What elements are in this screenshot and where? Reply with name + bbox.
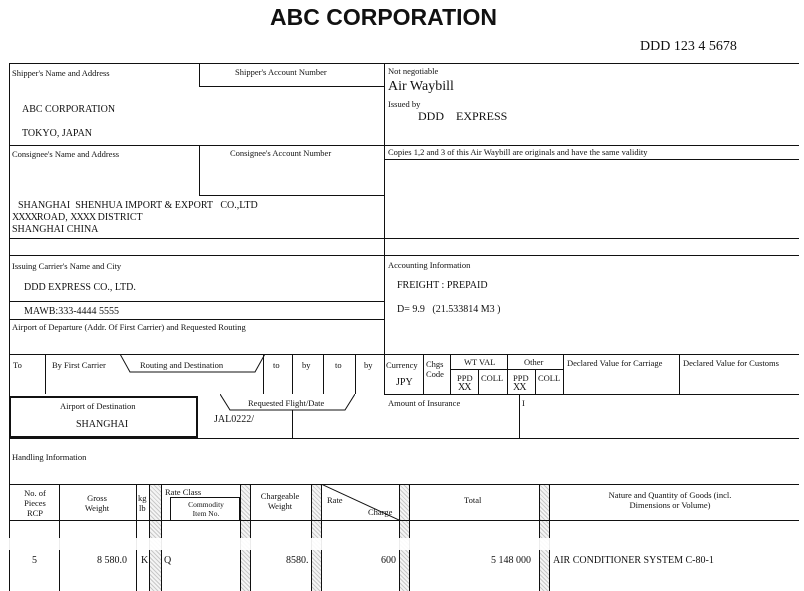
frame-middle bbox=[384, 63, 385, 395]
header-kg: kg bbox=[138, 493, 147, 503]
col-line bbox=[535, 369, 536, 394]
routing-to-label: To bbox=[13, 360, 22, 370]
shipper-name: ABC CORPORATION bbox=[22, 104, 116, 115]
consignee-road: ROAD, bbox=[36, 212, 71, 223]
col-line bbox=[323, 354, 324, 394]
carrier-name: DDD EXPRESS CO., LTD. bbox=[24, 282, 136, 293]
divider-consignee-2 bbox=[9, 255, 799, 256]
header-rate-class: Rate Class bbox=[165, 487, 202, 497]
consignee-district: DISTRICT bbox=[95, 212, 143, 223]
divider-carrier bbox=[9, 301, 385, 302]
row-rate: 600 bbox=[381, 555, 396, 566]
redaction-mark: XXXX bbox=[12, 212, 37, 223]
freight-terms: FREIGHT : PREPAID bbox=[397, 280, 488, 291]
divider-mawb bbox=[9, 319, 385, 320]
copies-note: Copies 1,2 and 3 of this Air Waybill are originals and have the same validity bbox=[388, 147, 648, 157]
header-gross-weight: Gross Weight bbox=[84, 493, 110, 513]
other-ppd-mark: XX bbox=[513, 382, 526, 393]
header-commodity: Commodity Item No. bbox=[188, 500, 224, 518]
consignee-line-3: SHANGHAI CHINA bbox=[12, 224, 99, 235]
issued-by-label: Issued by bbox=[388, 99, 421, 109]
accounting-label: Accounting Information bbox=[388, 260, 471, 270]
col-line bbox=[292, 410, 293, 438]
insurance-label: Amount of Insurance bbox=[388, 398, 461, 408]
row-chargeable: 8580. bbox=[286, 555, 309, 566]
col-line bbox=[679, 354, 680, 394]
divider-cargo-header bbox=[9, 520, 799, 521]
issued-by-value: DDD EXPRESS bbox=[418, 109, 508, 123]
carrier-label: Issuing Carrier's Name and City bbox=[12, 261, 122, 271]
departure-label: Airport of Departure (Addr. Of First Carrier) and Requested Routing bbox=[12, 322, 246, 332]
header-lb: lb bbox=[139, 503, 146, 513]
declared-customs-label: Declared Value for Customs bbox=[683, 358, 779, 368]
currency-value: JPY bbox=[396, 377, 413, 388]
consignee-line-1: SHANGHAI SHENHUA IMPORT & EXPORT CO.,LTD bbox=[18, 200, 258, 211]
ppd-mark: XX bbox=[458, 382, 471, 393]
routing-destination-label: Routing and Destination bbox=[140, 360, 224, 370]
shipper-account-label: Shipper's Account Number bbox=[235, 67, 327, 77]
destination-label: Airport of Destination bbox=[60, 401, 136, 411]
routing-by-3: by bbox=[364, 360, 373, 370]
mawb-number: MAWB:333-4444 5555 bbox=[24, 306, 120, 317]
consignee-account-label: Consignee's Account Number bbox=[230, 148, 332, 158]
insurance-mark: I bbox=[522, 398, 525, 408]
air-waybill-title: Air Waybill bbox=[388, 79, 454, 94]
row-pieces: 5 bbox=[32, 555, 37, 566]
col-line bbox=[355, 354, 356, 394]
coll-label: COLL bbox=[481, 373, 504, 383]
dimensions-volume: D= 9.9 (21.533814 M3 ) bbox=[397, 304, 501, 315]
header-charge: Charge bbox=[368, 507, 393, 517]
row-rate-class: Q bbox=[164, 555, 172, 566]
header-total: Total bbox=[464, 495, 482, 505]
wt-val-label: WT VAL bbox=[464, 357, 496, 367]
flight-label: Requested Flight/Date bbox=[248, 398, 325, 408]
frame-left bbox=[9, 63, 10, 591]
col-line bbox=[45, 354, 46, 394]
ppd-label: PPD bbox=[457, 373, 473, 383]
routing-to-3: to bbox=[335, 360, 342, 370]
col-line bbox=[519, 394, 520, 438]
divider-destination-bottom bbox=[9, 438, 799, 439]
header-rate: Rate bbox=[327, 495, 343, 505]
col-line bbox=[263, 354, 264, 394]
destination-airport: SHANGHAI bbox=[76, 419, 129, 430]
row-gross-weight: 8 580.0 bbox=[97, 555, 127, 566]
col-line bbox=[478, 369, 479, 394]
shipper-city: TOKYO, JAPAN bbox=[22, 128, 93, 139]
row-total: 5 148 000 bbox=[491, 555, 531, 566]
routing-to-2: to bbox=[273, 360, 280, 370]
divider-consignee bbox=[9, 238, 799, 239]
col-line bbox=[563, 354, 564, 394]
not-negotiable-label: Not negotiable bbox=[388, 66, 439, 76]
handling-label: Handling Information bbox=[12, 452, 87, 462]
shipper-label: Shipper's Name and Address bbox=[12, 68, 110, 78]
col-line bbox=[423, 354, 424, 394]
col-line bbox=[292, 354, 293, 394]
flight-value: JAL0222/ bbox=[214, 414, 254, 425]
header-nature: Nature and Quantity of Goods (incl. Dimensions or Volume) bbox=[608, 490, 732, 511]
routing-by-2: by bbox=[302, 360, 311, 370]
divider-destination-top bbox=[384, 394, 799, 395]
coll-label-2: COLL bbox=[538, 373, 561, 383]
awb-number: DDD 123 4 5678 bbox=[640, 39, 737, 54]
header-chargeable: Chargeable Weight bbox=[260, 491, 300, 511]
currency-label: Currency bbox=[386, 360, 418, 370]
scan-gap-band bbox=[0, 538, 804, 550]
declared-carriage-label: Declared Value for Carriage bbox=[567, 358, 663, 368]
company-title: ABC CORPORATION bbox=[270, 4, 498, 30]
col-line bbox=[507, 354, 508, 394]
frame-top bbox=[9, 63, 799, 64]
chgs-code-label: Chgs Code bbox=[426, 359, 444, 380]
header-pieces: No. of Pieces RCP bbox=[24, 488, 46, 518]
divider-issuer bbox=[384, 145, 799, 146]
other-label: Other bbox=[524, 357, 544, 367]
redaction-mark: XXXX bbox=[70, 212, 96, 223]
ppd-label-2: PPD bbox=[513, 373, 529, 383]
col-line bbox=[450, 354, 451, 394]
consignee-line-2 bbox=[12, 213, 143, 223]
row-kg: K bbox=[141, 555, 149, 566]
consignee-label: Consignee's Name and Address bbox=[12, 149, 120, 159]
divider-copies bbox=[384, 159, 799, 160]
row-goods: AIR CONDITIONER SYSTEM C-80-1 bbox=[553, 555, 714, 566]
by-first-carrier-label: By First Carrier bbox=[52, 360, 106, 370]
